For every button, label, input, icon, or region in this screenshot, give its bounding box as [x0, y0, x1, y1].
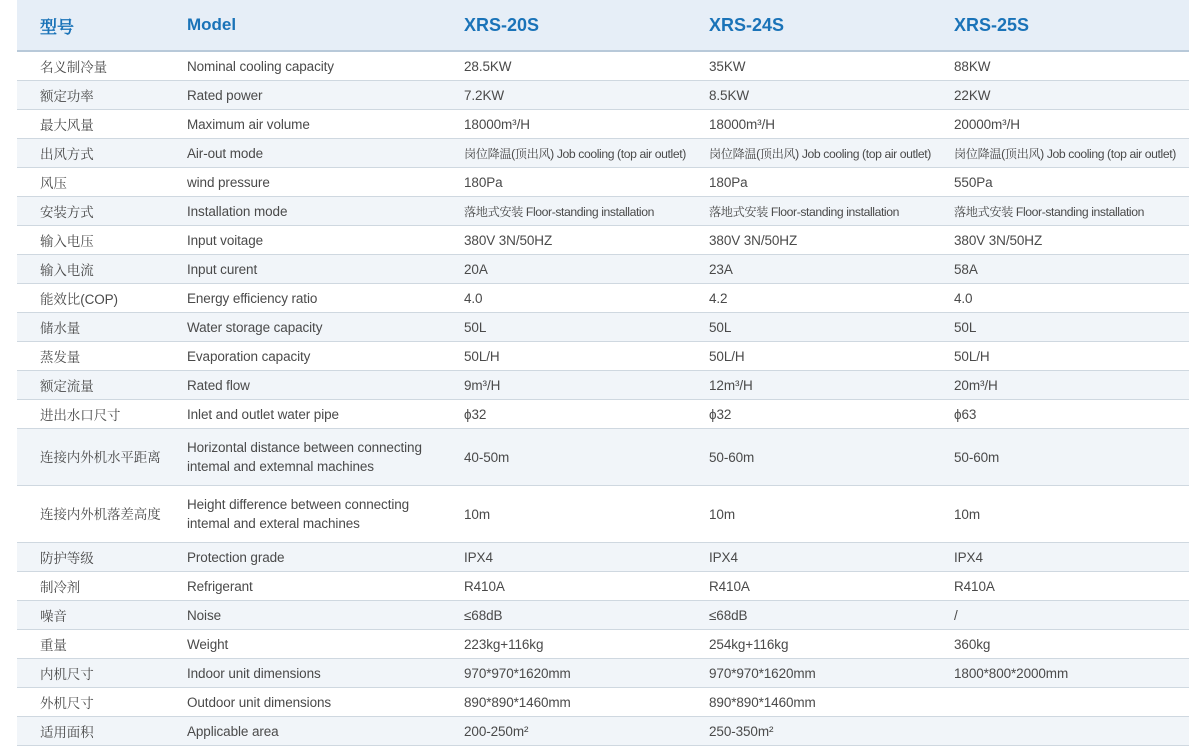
spec-value-model-1: 28.5KW: [447, 51, 692, 81]
spec-value-model-1: 200-250m²: [447, 717, 692, 746]
spec-label-zh: 最大风量: [17, 110, 169, 139]
spec-value-model-3: 50L/H: [937, 342, 1189, 371]
spec-value-model-2: 18000m³/H: [692, 110, 937, 139]
spec-row: [17, 255, 1189, 284]
spec-value-model-2: 50L/H: [692, 342, 937, 371]
spec-value-model-3: 10m: [937, 486, 1189, 543]
spec-value-model-2: IPX4: [692, 543, 937, 572]
spec-label-en: Rated flow: [169, 371, 447, 400]
header-zh: 型号: [17, 0, 169, 51]
spec-value-model-3: [937, 717, 1189, 746]
spec-label-en: Protection grade: [169, 543, 447, 572]
spec-row: [17, 313, 1189, 342]
spec-value-model-2: R410A: [692, 572, 937, 601]
spec-row: [17, 226, 1189, 255]
spec-label-en: Height difference between connecting intemal and exteral machines: [169, 486, 447, 543]
spec-row: [17, 486, 1189, 543]
spec-value-model-3: 20000m³/H: [937, 110, 1189, 139]
spec-label-en: Input curent: [169, 255, 447, 284]
spec-row: [17, 543, 1189, 572]
spec-value-model-3: 岗位降温(顶出风) Job cooling (top air outlet): [937, 139, 1189, 168]
spec-label-en: Water storage capacity: [169, 313, 447, 342]
spec-label-zh: 重量: [17, 630, 169, 659]
spec-value-model-2: 180Pa: [692, 168, 937, 197]
spec-value-model-3: [937, 688, 1189, 717]
spec-value-model-2: ≤68dB: [692, 601, 937, 630]
spec-value-model-3: IPX4: [937, 543, 1189, 572]
spec-value-model-1: 7.2KW: [447, 81, 692, 110]
spec-value-model-1: 50L: [447, 313, 692, 342]
spec-table-header: [17, 0, 1189, 51]
spec-value-model-1: 380V 3N/50HZ: [447, 226, 692, 255]
spec-value-model-2: 岗位降温(顶出风) Job cooling (top air outlet): [692, 139, 937, 168]
spec-value-model-3: 58A: [937, 255, 1189, 284]
spec-label-zh: 能效比(COP): [17, 284, 169, 313]
spec-table: [17, 0, 1189, 746]
spec-value-model-1: IPX4: [447, 543, 692, 572]
spec-label-en: Input voitage: [169, 226, 447, 255]
spec-value-model-1: ϕ32: [447, 400, 692, 429]
spec-label-zh: 内机尺寸: [17, 659, 169, 688]
spec-value-model-1: ≤68dB: [447, 601, 692, 630]
spec-row: [17, 688, 1189, 717]
spec-row: [17, 284, 1189, 313]
spec-row: [17, 197, 1189, 226]
spec-row: [17, 630, 1189, 659]
spec-row: [17, 139, 1189, 168]
spec-value-model-3: 20m³/H: [937, 371, 1189, 400]
spec-value-model-1: 4.0: [447, 284, 692, 313]
spec-label-en: Rated power: [169, 81, 447, 110]
header-model-2: XRS-24S: [692, 0, 937, 51]
spec-value-model-1: R410A: [447, 572, 692, 601]
spec-value-model-3: 360kg: [937, 630, 1189, 659]
spec-value-model-2: 890*890*1460mm: [692, 688, 937, 717]
spec-value-model-1: 9m³/H: [447, 371, 692, 400]
spec-label-zh: 安装方式: [17, 197, 169, 226]
spec-label-zh: 风压: [17, 168, 169, 197]
spec-label-en: Applicable area: [169, 717, 447, 746]
spec-label-zh: 外机尺寸: [17, 688, 169, 717]
spec-row: [17, 601, 1189, 630]
spec-label-zh: 出风方式: [17, 139, 169, 168]
spec-label-en: Noise: [169, 601, 447, 630]
spec-label-en: Weight: [169, 630, 447, 659]
spec-label-en: Installation mode: [169, 197, 447, 226]
spec-value-model-1: 40-50m: [447, 429, 692, 486]
spec-label-en: Indoor unit dimensions: [169, 659, 447, 688]
spec-label-en: Nominal cooling capacity: [169, 51, 447, 81]
spec-value-model-2: 23A: [692, 255, 937, 284]
spec-value-model-3: 550Pa: [937, 168, 1189, 197]
spec-value-model-3: 88KW: [937, 51, 1189, 81]
spec-label-en: Refrigerant: [169, 572, 447, 601]
spec-value-model-2: 50L: [692, 313, 937, 342]
spec-value-model-1: 岗位降温(顶出风) Job cooling (top air outlet): [447, 139, 692, 168]
spec-label-en: Evaporation capacity: [169, 342, 447, 371]
spec-value-model-3: R410A: [937, 572, 1189, 601]
spec-row: [17, 81, 1189, 110]
spec-value-model-3: 50-60m: [937, 429, 1189, 486]
spec-row: [17, 429, 1189, 486]
spec-value-model-3: 落地式安装 Floor-standing installation: [937, 197, 1189, 226]
spec-label-zh: 储水量: [17, 313, 169, 342]
spec-value-model-3: 50L: [937, 313, 1189, 342]
header-model-1: XRS-20S: [447, 0, 692, 51]
spec-value-model-2: 35KW: [692, 51, 937, 81]
spec-label-en: Air-out mode: [169, 139, 447, 168]
spec-table-body: [17, 51, 1189, 746]
spec-label-en: wind pressure: [169, 168, 447, 197]
spec-value-model-1: 10m: [447, 486, 692, 543]
spec-value-model-3: 380V 3N/50HZ: [937, 226, 1189, 255]
spec-value-model-1: 223kg+116kg: [447, 630, 692, 659]
spec-value-model-3: 1800*800*2000mm: [937, 659, 1189, 688]
spec-label-zh: 额定流量: [17, 371, 169, 400]
spec-row: [17, 659, 1189, 688]
spec-value-model-1: 970*970*1620mm: [447, 659, 692, 688]
spec-label-zh: 连接内外机落差高度: [17, 486, 169, 543]
spec-label-zh: 额定功率: [17, 81, 169, 110]
spec-label-zh: 适用面积: [17, 717, 169, 746]
spec-value-model-2: 落地式安装 Floor-standing installation: [692, 197, 937, 226]
spec-row: [17, 168, 1189, 197]
spec-value-model-1: 890*890*1460mm: [447, 688, 692, 717]
header-model-3: XRS-25S: [937, 0, 1189, 51]
spec-value-model-1: 180Pa: [447, 168, 692, 197]
spec-value-model-3: 4.0: [937, 284, 1189, 313]
spec-row: [17, 110, 1189, 139]
spec-label-zh: 防护等级: [17, 543, 169, 572]
spec-label-zh: 输入电流: [17, 255, 169, 284]
spec-row: [17, 51, 1189, 81]
spec-value-model-2: 4.2: [692, 284, 937, 313]
spec-row: [17, 342, 1189, 371]
spec-value-model-1: 20A: [447, 255, 692, 284]
spec-label-en: Inlet and outlet water pipe: [169, 400, 447, 429]
spec-label-zh: 连接内外机水平距离: [17, 429, 169, 486]
spec-label-zh: 进出水口尺寸: [17, 400, 169, 429]
header-row: [17, 0, 1189, 51]
spec-label-en: Outdoor unit dimensions: [169, 688, 447, 717]
spec-value-model-3: 22KW: [937, 81, 1189, 110]
spec-value-model-2: 970*970*1620mm: [692, 659, 937, 688]
spec-label-zh: 输入电压: [17, 226, 169, 255]
spec-value-model-2: 380V 3N/50HZ: [692, 226, 937, 255]
spec-value-model-1: 50L/H: [447, 342, 692, 371]
spec-label-en: Horizontal distance between connecting intemal and extemnal machines: [169, 429, 447, 486]
spec-label-zh: 噪音: [17, 601, 169, 630]
spec-value-model-2: 8.5KW: [692, 81, 937, 110]
spec-row: [17, 371, 1189, 400]
spec-value-model-2: ϕ32: [692, 400, 937, 429]
spec-label-en: Maximum air volume: [169, 110, 447, 139]
spec-row: [17, 717, 1189, 746]
spec-value-model-2: 12m³/H: [692, 371, 937, 400]
spec-value-model-3: /: [937, 601, 1189, 630]
spec-label-zh: 制冷剂: [17, 572, 169, 601]
spec-label-zh: 蒸发量: [17, 342, 169, 371]
spec-label-en: Energy efficiency ratio: [169, 284, 447, 313]
spec-value-model-2: 254kg+116kg: [692, 630, 937, 659]
spec-value-model-3: ϕ63: [937, 400, 1189, 429]
spec-row: [17, 572, 1189, 601]
spec-value-model-1: 18000m³/H: [447, 110, 692, 139]
header-en: Model: [169, 0, 447, 51]
spec-value-model-2: 10m: [692, 486, 937, 543]
spec-label-zh: 名义制冷量: [17, 51, 169, 81]
spec-row: [17, 400, 1189, 429]
spec-value-model-1: 落地式安装 Floor-standing installation: [447, 197, 692, 226]
spec-value-model-2: 250-350m²: [692, 717, 937, 746]
spec-value-model-2: 50-60m: [692, 429, 937, 486]
